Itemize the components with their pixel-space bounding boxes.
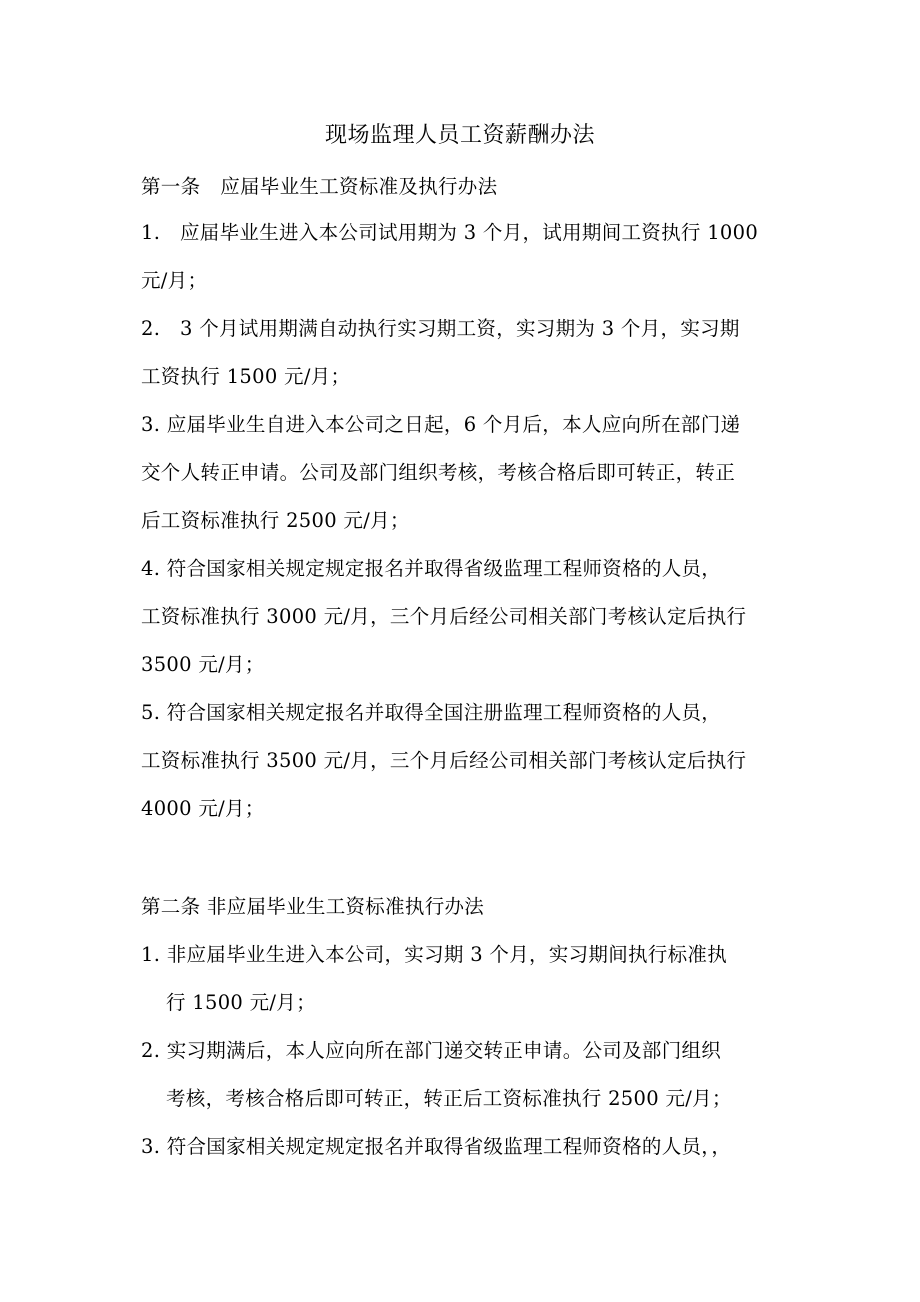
section2-item2-line2: 考核，考核合格后即可转正，转正后工资标准执行 2500 元/月； [166,1087,732,1110]
section2-heading: 第二条 非应届毕业生工资标准执行办法 [141,895,485,918]
section1-item2-line1: 2. 3 个月试用期满自动执行实习期工资，实习期为 3 个月，实习期 [141,317,740,340]
section2-item2-line1: 2. 实习期满后，本人应向所在部门递交转正申请。公司及部门组织 [141,1039,722,1062]
section1-item4-line3: 3500 元/月； [141,653,265,676]
section1-item5-line1: 5. 符合国家相关规定报名并取得全国注册监理工程师资格的人员， [141,701,722,724]
section1-item1-line2: 元/月； [141,269,208,292]
section1-item3-line3: 后工资标准执行 2500 元/月； [141,509,410,532]
section1-item4-line1: 4. 符合国家相关规定规定报名并取得省级监理工程师资格的人员， [141,557,722,580]
section1-item5-line2: 工资标准执行 3500 元/月，三个月后经公司相关部门考核认定后执行 [141,749,747,772]
section1-item1-line1: 1. 应届毕业生进入本公司试用期为 3 个月，试用期间工资执行 1000 [141,221,759,244]
section1-heading: 第一条 应届毕业生工资标准及执行办法 [141,175,498,198]
section1-item4-line2: 工资标准执行 3000 元/月，三个月后经公司相关部门考核认定后执行 [141,605,747,628]
section2-item3-line1: 3. 符合国家相关规定规定报名并取得省级监理工程师资格的人员，， [141,1135,732,1158]
section1-item2-line2: 工资执行 1500 元/月； [141,365,351,388]
section1-item3-line2: 交个人转正申请。公司及部门组织考核，考核合格后即可转正，转正 [141,461,736,484]
section1-item5-line3: 4000 元/月； [141,797,265,820]
section1-item3-line1: 3. 应届毕业生自进入本公司之日起，6 个月后，本人应向所在部门递 [141,413,741,436]
section2-item1-line2: 行 1500 元/月； [166,991,316,1014]
document-title: 现场监理人员工资薪酬办法 [324,123,595,148]
section2-item1-line1: 1. 非应届毕业生进入本公司，实习期 3 个月，实习期间执行标准执 [141,943,728,966]
